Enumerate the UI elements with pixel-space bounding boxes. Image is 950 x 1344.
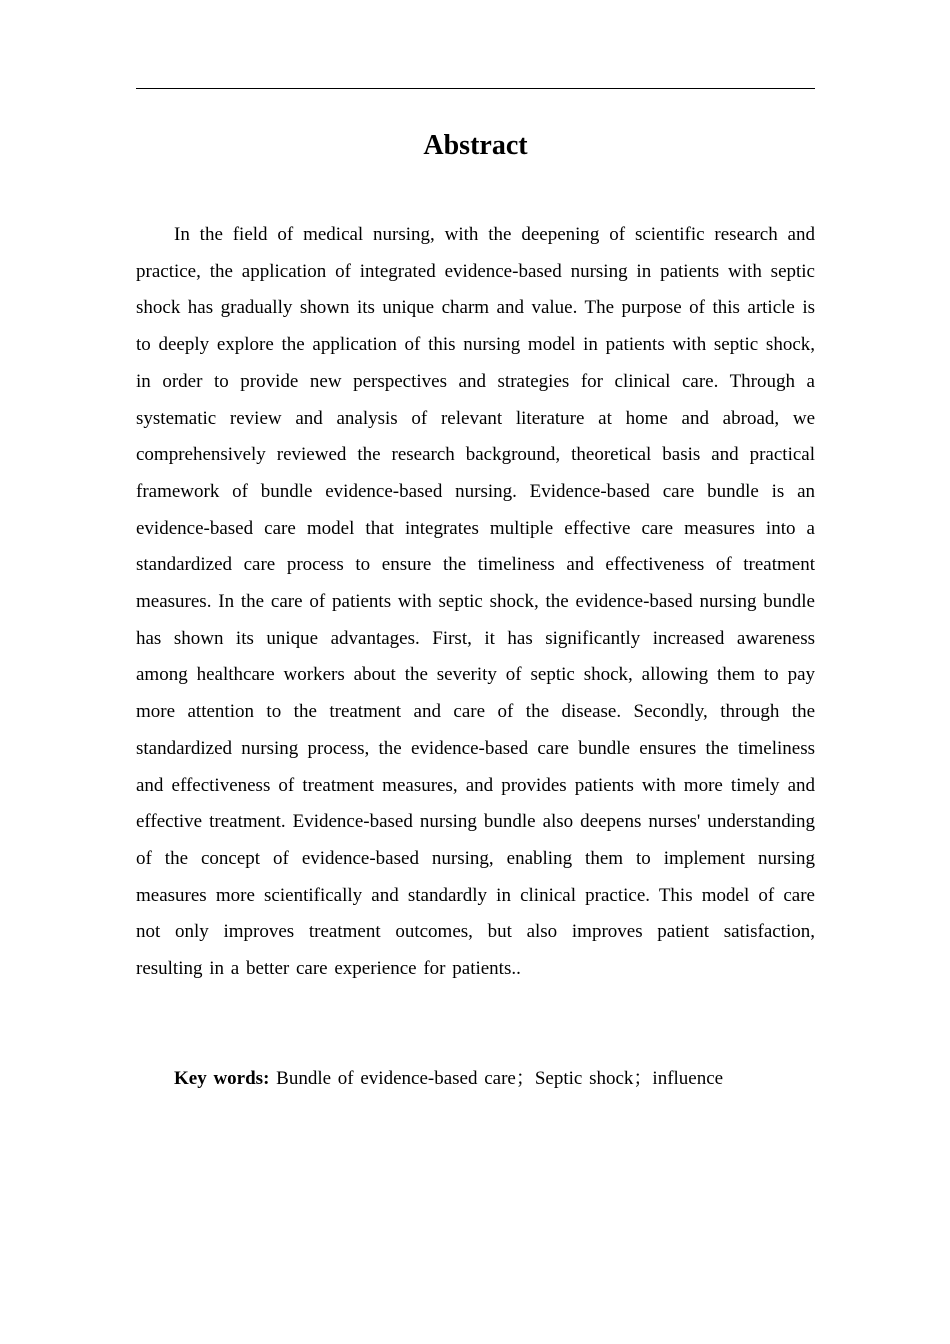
abstract-body: In the field of medical nursing, with the deepening of scientific research and practice, the application of integrated evidence-based nursing in patients with septic shock has gradually shown its unique charm and value. The purpose of this article is to deeply explore the application of this nursing model in patients with septic shock, in order to provide new perspectives and strategies for clinical care. Through a systematic review and analysis of relevant literature at home and abroad, we comprehensively reviewed the research background, theoretical basis and practical framework of bundle evidence-based nursing. Evidence-based care bundle is an evidence-based care model that integrates multiple effective care measures into a standardized care process to ensure the timeliness and effectiveness of treatment measures. In the care of patients with septic shock, the evidence-based nursing bundle has shown its unique advantages. First, it has significantly increased awareness among healthcare workers about the severity of septic shock, allowing them to pay more attention to the treatment and care of the disease. Secondly, through the standardized nursing process, the evidence-based care bundle ensures the timeliness and effectiveness of treatment measures, and provides patients with more timely and effective treatment. Evidence-based nursing bundle also deepens nurses' understanding of the concept of evidence-based nursing, enabling them to implement nursing measures more scientifically and standardly in clinical practice. This model of care not only improves treatment outcomes, but also improves patient satisfaction, resulting in a better care experience for patients.. — [136, 224, 815, 980]
keywords-label: Key words: — [174, 1068, 270, 1089]
keywords-line — [174, 1061, 815, 1097]
keywords-text: Bundle of evidence-based care；Septic shock；influence — [276, 1068, 724, 1089]
abstract-title: Abstract — [423, 130, 528, 161]
header-rule — [136, 88, 815, 89]
